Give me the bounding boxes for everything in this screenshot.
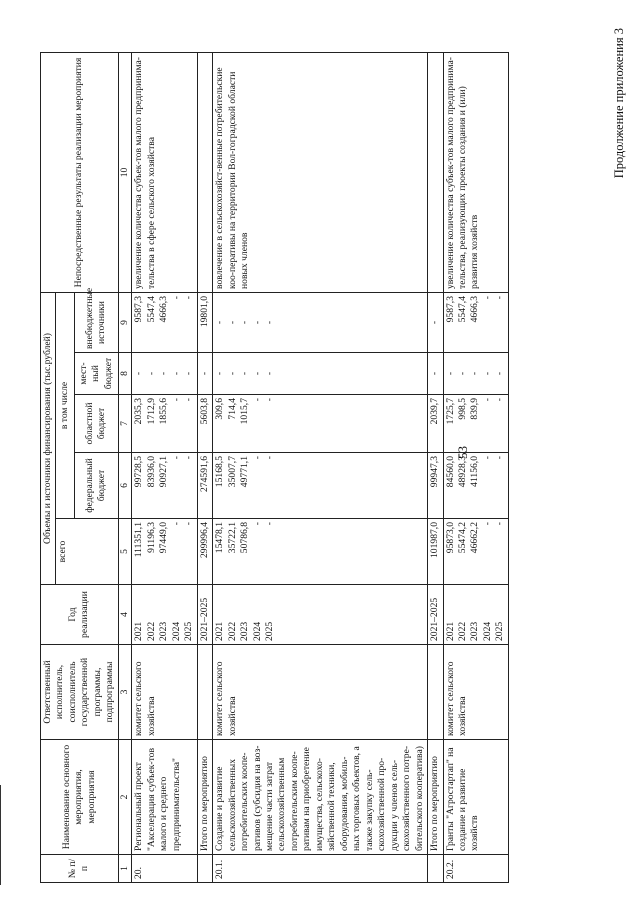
continuation-note: Продолжение приложения 3 (612, 28, 626, 179)
row-years: 2021–2025 (428, 585, 443, 645)
header-volume-group: Объемы и источники финансирования (тыс.рублей) (41, 292, 56, 584)
top-rule (0, 785, 1, 885)
row-federal: 84560,0 48928,3 41156,0 - - (443, 453, 508, 519)
row-num: 20.1. (213, 855, 428, 883)
row-local: - (428, 353, 443, 395)
row-name: Создание и развитие сельскохозяйственных потребительских коопе-ративов (субсидия на воз-мещение части затрат сельскохозяйственным потребительским коопе-ративам на приобретение имущества, сельскохо-зяйственной техники, оборудования, мобиль-ных торговых объектов, а также закупку сель-скохозяйственной про-дукции у членов сель-скохозяйственного потре-бительского кооператива) (213, 740, 428, 855)
colnum-7: 7 (118, 395, 131, 453)
row-years: 2021 2022 2023 2024 2025 (132, 585, 197, 645)
row-federal: 99728,5 83936,0 90927,1 - - (132, 453, 197, 519)
header-local: мест- ный бюджет (74, 353, 118, 395)
row-local: - - - - - (443, 353, 508, 395)
row-extra: - (428, 292, 443, 352)
row-regional: 2035,3 1712,9 1855,6 - - (132, 395, 197, 453)
row-local: - - - - - (132, 353, 197, 395)
row-regional: 309,6 714,4 1015,7 - - (213, 395, 428, 453)
row-local: - - - - - (213, 353, 428, 395)
row-federal: 99947,3 (428, 453, 443, 519)
row-extra: - - - - - (213, 292, 428, 352)
colnum-9: 9 (118, 292, 131, 352)
header-total: всего (56, 519, 118, 585)
row-total: 101987,0 (428, 519, 443, 585)
header-including: в том числе (56, 292, 74, 518)
row-responsible: комитет сельского хозяйства (132, 645, 197, 740)
header-federal: федеральный бюджет (74, 453, 118, 519)
row-total: 111351,1 91196,3 97449,0 - - (132, 519, 197, 585)
table-row-total (197, 52, 212, 882)
row-name: Итого по мероприятию (197, 740, 212, 855)
row-extra: 19801,0 (197, 292, 212, 352)
row-name: Итого по мероприятию (428, 740, 443, 855)
colnum-6: 6 (118, 453, 131, 519)
row-result: увеличение количества субъек-тов малого предпринима-тельства в сфере сельского хозяйства (132, 52, 197, 292)
page-number: 53 (455, 446, 470, 459)
colnum-1: 1 (118, 855, 131, 883)
table-row (132, 52, 197, 882)
row-regional: 2039,7 (428, 395, 443, 453)
header-results: Непосредственные результаты реализации мероприятия (41, 52, 119, 292)
header-year: Год реализации (41, 585, 119, 645)
table-row (443, 52, 508, 882)
header-num: № п/п (41, 855, 119, 883)
row-result: вовлечение в сельскохозяйст-венные потребительские коо-перативы на территории Вол-гоградской области новых членов (213, 52, 428, 292)
table-row (213, 52, 428, 882)
row-num: 20.2. (443, 855, 508, 883)
row-local: - (197, 353, 212, 395)
table-row-total (428, 52, 443, 882)
header-name: Наименование основного мероприятия, мероприятия (41, 740, 119, 855)
column-number-row (118, 52, 131, 882)
row-responsible: комитет сельского хозяйства (213, 645, 428, 740)
colnum-2: 2 (118, 740, 131, 855)
row-name: Региональный проект "Акселерация субъек-тов малого и среднего предпринимательства" (132, 740, 197, 855)
row-years: 2021–2025 (197, 585, 212, 645)
financing-table (40, 52, 509, 883)
row-federal: 274591,6 (197, 453, 212, 519)
row-num: 20. (132, 855, 197, 883)
row-regional: 1725,7 998,5 839,9 - - (443, 395, 508, 453)
header-extra: внебюджетные источники (74, 292, 118, 352)
row-responsible: комитет сельского хозяйства (443, 645, 508, 740)
row-result: увеличение количества субъек-тов малого предпринима-тельства, реализующих проекты создания и (или) развития хозяйств (443, 52, 508, 292)
header-regional: областной бюджет (74, 395, 118, 453)
header-responsible: Ответственный исполнитель, соисполнитель государственной программы, подпрограммы (41, 645, 119, 740)
colnum-8: 8 (118, 353, 131, 395)
colnum-5: 5 (118, 519, 131, 585)
row-name: Гранты "Агростартап" на создание и развитие хозяйств (443, 740, 508, 855)
row-regional: 5603,8 (197, 395, 212, 453)
row-federal: 15168,5 35007,7 49771,1 - - (213, 453, 428, 519)
colnum-4: 4 (118, 585, 131, 645)
row-years: 2021 2022 2023 2024 2025 (443, 585, 508, 645)
row-extra: 9587,3 5547,4 4666,3 - - (132, 292, 197, 352)
row-result (197, 52, 212, 292)
row-years: 2021 2022 2023 2024 2025 (213, 585, 428, 645)
row-total: 15478,1 35722,1 50786,8 - - (213, 519, 428, 585)
row-total: 95873,0 55474,2 46662,2 - - (443, 519, 508, 585)
row-result (428, 52, 443, 292)
colnum-10: 10 (118, 52, 131, 292)
row-total: 299996,4 (197, 519, 212, 585)
colnum-3: 3 (118, 645, 131, 740)
row-extra: 9587,3 5547,4 4666,3 - - (443, 292, 508, 352)
